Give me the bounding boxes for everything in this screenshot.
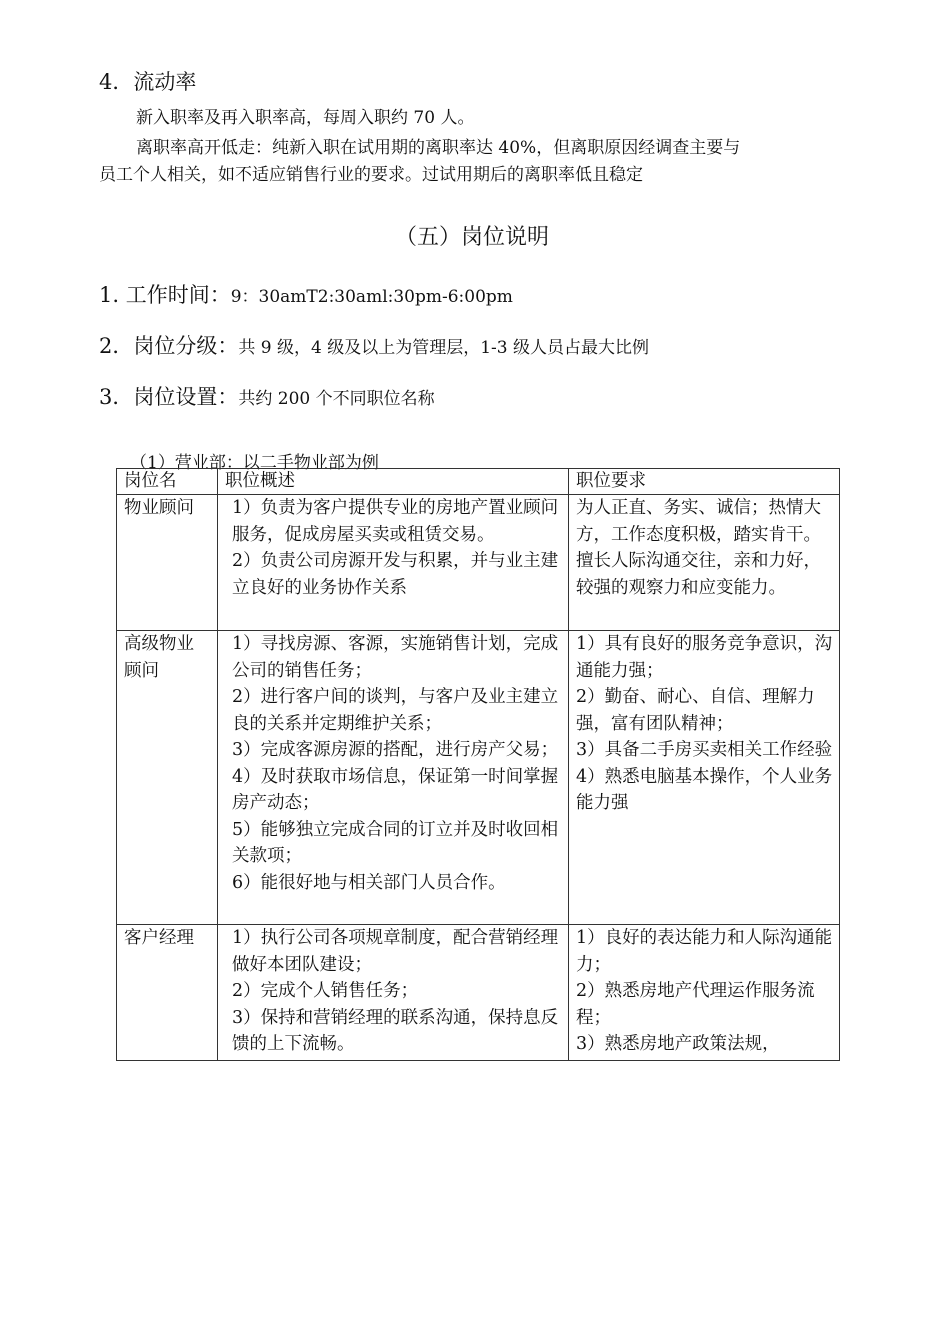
position-name-text: 高级物业顾问	[124, 634, 194, 681]
job-summary	[218, 925, 569, 1061]
table-header-row	[117, 469, 840, 495]
summary-line: 1）负责为客户提供专业的房地产置业顾问服务，促成房屋买卖或租赁交易。	[232, 498, 559, 545]
job-requirements	[569, 925, 840, 1061]
position-name	[117, 925, 218, 1061]
section-4-line-1: 新入职率及再入职率高，每周入职约 70 人。	[136, 108, 475, 128]
item-positions	[99, 381, 435, 411]
job-summary	[218, 495, 569, 631]
summary-line: 5）能够独立完成合同的订立并及时收回相关款项；	[232, 819, 559, 866]
table-row	[117, 631, 840, 925]
item-positions-value: 共约 200 个不同职位名称	[238, 389, 435, 409]
position-name	[117, 631, 218, 925]
requirement-line: 3）熟悉房地产政策法规，	[576, 1034, 780, 1054]
summary-line: 6）能很好地与相关部门人员合作。	[232, 872, 506, 893]
table-row	[117, 925, 840, 1061]
item-work-hours-value: 9：30amT2:30aml:30pm-6:00pm	[230, 287, 513, 307]
header-position-name: 岗位名	[117, 469, 218, 495]
position-name	[117, 495, 218, 631]
position-name-text: 客户经理	[124, 928, 194, 948]
item-positions-head: 3．岗位设置：	[99, 385, 239, 409]
header-job-summary: 职位概述	[218, 469, 569, 495]
summary-line: 3）保持和营销经理的联系沟通，保持息反馈的上下流畅。	[232, 1007, 559, 1054]
requirement-line: 1）良好的表达能力和人际沟通能力；	[576, 928, 833, 975]
summary-line: 2）进行客户间的谈判，与客户及业主建立良的关系并定期维护关系；	[232, 687, 559, 734]
requirement-line: 4）熟悉电脑基本操作，个人业务能力强	[576, 766, 833, 813]
item-grade-value: 共 9 级，4 级及以上为管理层，1-3 级人员占最大比例	[238, 338, 649, 358]
item-work-hours-head: 1. 工作时间：	[99, 283, 231, 307]
requirement-line: 3）具备二手房买卖相关工作经验	[576, 740, 833, 760]
summary-line: 1）寻找房源、客源，实施销售计划，完成公司的销售任务；	[232, 634, 559, 681]
job-summary	[218, 631, 569, 925]
section-4-line-2a: 离职率高开低走：纯新入职在试用期的离职率达 40%，但离职原因经调查主要与	[136, 138, 741, 158]
item-work-hours	[99, 279, 513, 309]
requirement-line: 2）勤奋、耐心、自信、理解力强，富有团队精神；	[576, 687, 815, 734]
summary-line: 4）及时获取市场信息，保证第一时间掌握房产动态；	[232, 766, 559, 813]
job-requirements	[569, 495, 840, 631]
summary-line: 2）完成个人销售任务；	[232, 981, 419, 1001]
job-requirements	[569, 631, 840, 925]
summary-line: 1）执行公司各项规章制度，配合营销经理做好本团队建设；	[232, 928, 559, 975]
section-4-heading: 4．流动率	[99, 70, 197, 94]
section-5-title: （五）岗位说明	[395, 225, 550, 250]
section-4-line-2b: 员工个人相关，如不适应销售行业的要求。过试用期后的离职率低且稳定	[99, 165, 643, 185]
item-grade-head: 2．岗位分级：	[99, 334, 239, 358]
positions-table	[116, 468, 840, 1061]
item-grade	[99, 330, 649, 360]
requirement-line: 1）具有良好的服务竞争意识，沟通能力强；	[576, 634, 833, 681]
requirement-line: 2）熟悉房地产代理运作服务流程；	[576, 981, 815, 1028]
table-row	[117, 495, 840, 631]
table-caption: （1）营业部：以二手物业部为例	[130, 453, 379, 473]
position-name-text: 物业顾问	[124, 498, 194, 518]
summary-line: 3）完成客源房源的搭配，进行房产父易；	[232, 740, 559, 760]
header-job-requirements: 职位要求	[569, 469, 840, 495]
summary-line: 2）负责公司房源开发与积累，并与业主建立良好的业务协作关系	[232, 551, 559, 598]
requirement-line: 为人正直、务实、诚信；热情大方，工作态度积极，踏实肯干。擅长人际沟通交往，亲和力好，较强的观察力和应变能力。	[576, 498, 821, 598]
